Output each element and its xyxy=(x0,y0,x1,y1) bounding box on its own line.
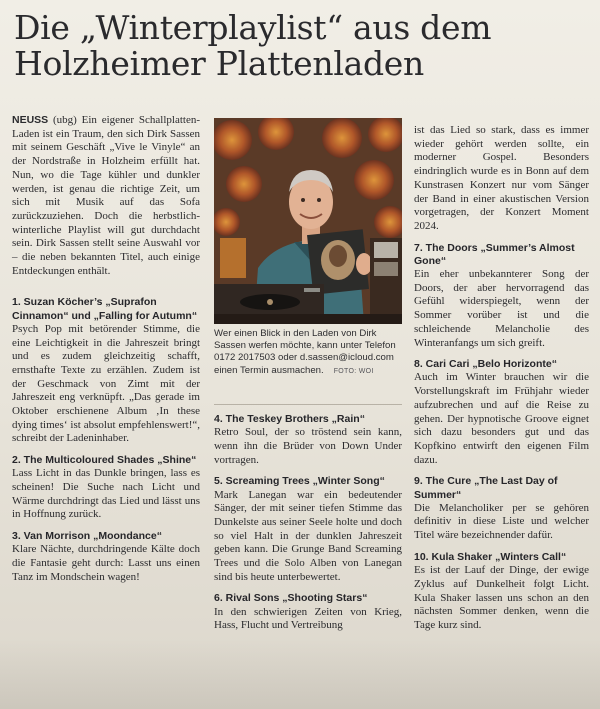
caption-text: Wer einen Blick in den Laden von Dirk Sassen werfen möchte, kann unter Telefon 0172 2017503 oder d.sassen@icloud.com einen Termin ausmachen. xyxy=(214,328,396,376)
entry-9-text: Die Melancholiker per se gehören definitiv in diese Liste und welcher Titel wäre bezeichnender dafür. xyxy=(414,501,589,542)
photo-illustration xyxy=(214,118,402,324)
shop-photo xyxy=(214,118,402,324)
entry-6-text: In den schwierigen Zeiten von Krieg, Hass, Flucht und Vertreibung xyxy=(214,605,402,632)
headline: Die „Winterplaylist“ aus dem Holzheimer Plattenladen xyxy=(14,8,492,83)
entry-5-heading: 5. Screaming Trees „Winter Song“ xyxy=(214,475,385,488)
column-3 xyxy=(414,124,589,633)
entry-2-text: Lass Licht in das Dunkle bringen, lass es scheinen! Die Suche nach Licht und Wärme durchdringt das Lied und lässt uns in Hoffnung zurück. xyxy=(12,467,200,521)
entry-8-text: Auch im Winter brauchen wir die Vorstellungskraft im Frühjahr wieder aufzubrechen und auf die Reise zu gehen. Der hypnotische Groove eignet sich dazu besonders gut und das Kopfkino entwirft den eigenen Film dazu. xyxy=(414,371,589,466)
entry-6-continued: ist das Lied so stark, dass es immer wieder gehört werden sollte, ein moderner Gospel. Besonders eindringlich wurde es in Bonn auf dem Kunstrasen Konzert nur vom Sänger der Band in einer akustischen Version vorgetragen, der Konzert Moment 2024. xyxy=(414,124,589,232)
entry-3-heading: 3. Van Morrison „Moondance“ xyxy=(12,530,162,543)
photo-caption xyxy=(214,328,402,378)
entry-10-text: Es ist der Lauf der Dinge, der ewige Zyklus auf Dunkelheit folgt Licht. Kula Shaker lassen uns schon an den nächsten Sommer denken, wenn die Tage kurz sind. xyxy=(414,564,589,631)
entry-6-heading: 6. Rival Sons „Shooting Stars“ xyxy=(214,592,368,605)
dateline: NEUSS xyxy=(12,114,49,126)
entry-10-heading: 10. Kula Shaker „Winters Call“ xyxy=(414,550,567,563)
entry-4-text: Retro Soul, der so tröstend sein kann, wenn ihn die Brüder von Down Under vortragen. xyxy=(214,426,402,466)
entry-7-heading: 7. The Doors „Summer’s Almost Gone“ xyxy=(414,241,575,267)
entry-9-heading: 9. The Cure „The Last Day of Summer“ xyxy=(414,475,558,501)
entry-8-heading: 8. Cari Cari „Belo Horizonte“ xyxy=(414,358,557,371)
entry-5-text: Mark Lanegan war ein bedeutender Sänger, der mit seiner tiefen Stimme das Dunkelste aus seiner Seele holte und doch so viel Halt in der dunklen Jahreszeit geben kann. Die Grunge Band Screaming Trees und die Solo Alben von Lanegan sind bis heute unterbewertet. xyxy=(214,488,402,583)
entry-1-text: Psych Pop mit betörender Stimme, die eine Leichtigkeit in die Jahreszeit bringt und es zudem gleichzeitig schafft, ernsthafte Texte zu erzählen. Zudem ist der Geschmack von Zimt mit der Jahreszeit eng verknüpft. „Das gerade im Oktober erschienene Album ‚In these dying times‘ ist absolut empfehlenswert!“, schreibt der Ladeninhaber. xyxy=(12,322,200,445)
intro-text: (ubg) Ein eigener Schallplatten-Laden ist ein Traum, den sich Dirk Sassen mit seinem Geschäft „Vive le Vinyle“ an der Nordstraße in Holzheim erfüllt hat. Nun, wo die Tage kühler und dunkler werden, ist genau die richtige Zeit, um sich mit Musik auf das Sofa zurückzuziehen. Doch die herbstlich-winterliche Playlist will gut durchdacht sein. Dirk Sassen stellt seine Auswahl vor – die neben bekannten Titel, auch einige Entdeckungen enthält. xyxy=(12,114,200,277)
entry-2-heading: 2. The Multicoloured Shades „Shine“ xyxy=(12,454,197,467)
entry-3-text: Klare Nächte, durchdringende Kälte doch die Fantasie geht durch: Lasst uns einen Tanz im Mondschein wagen! xyxy=(12,543,200,583)
column-1 xyxy=(12,114,200,585)
column-2 xyxy=(214,413,402,633)
entry-4-heading: 4. The Teskey Brothers „Rain“ xyxy=(214,413,365,425)
intro-paragraph xyxy=(12,114,200,278)
photo-credit: FOTO: WOI xyxy=(333,367,374,375)
entry-7-text: Ein eher unbekannterer Song der Doors, der aber hervorragend das Gefühl widerspiegelt, wenn der Sommer vorüber ist und die schleichende Melancholie des Winteranfangs um sich greift. xyxy=(414,268,589,349)
caption-divider xyxy=(214,404,402,405)
entry-1-heading: 1. Suzan Köcher’s „Suprafon Cinnamon“ und „Falling for Autumn“ xyxy=(12,296,198,322)
page-shadow xyxy=(0,639,600,709)
